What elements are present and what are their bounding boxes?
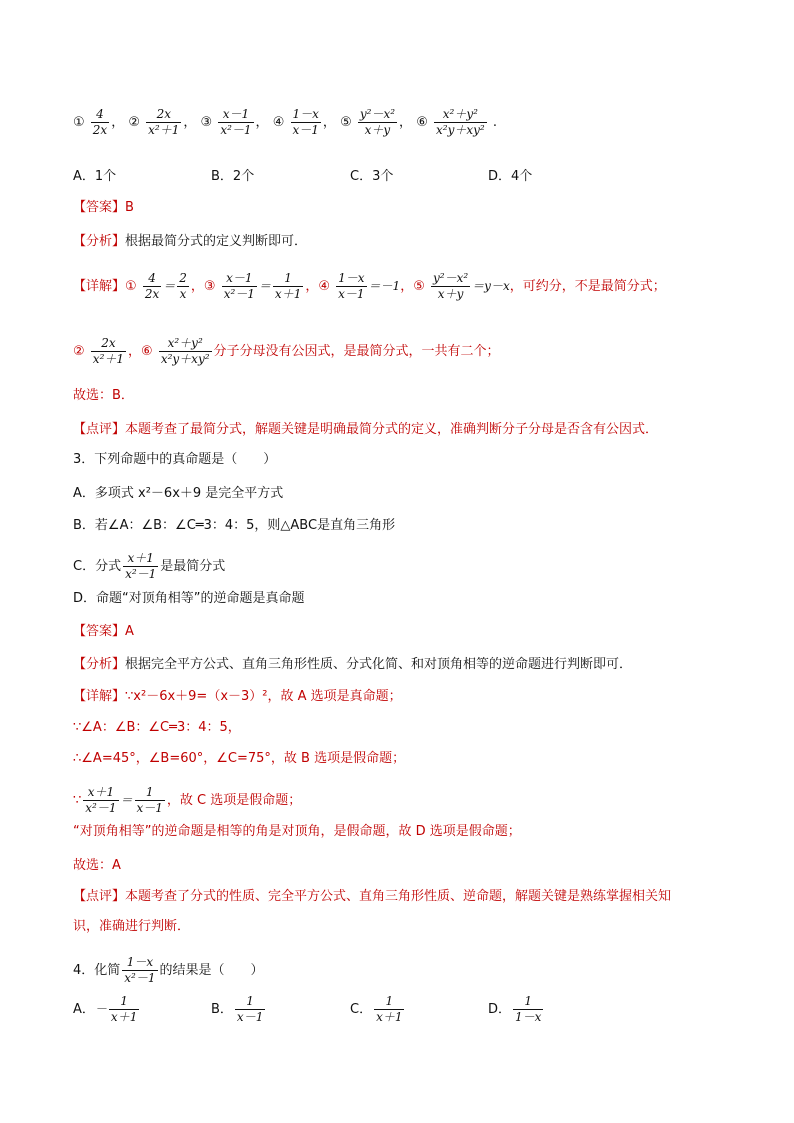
- q2-option-b[interactable]: B．2个: [211, 169, 255, 184]
- q4-option-c-fraction: $\frac{1}{x+1}$: [376, 994, 403, 1024]
- result-4: ＝－1: [368, 279, 401, 293]
- analysis-text: 根据最简分式的定义判断即可．: [125, 234, 308, 249]
- q4-stem: 4．化简 $\frac{1-x}{\text{x²－1}}$ 的结果是（ ）: [73, 955, 264, 985]
- answer-tag: 【答案】: [73, 624, 126, 639]
- q3-detail-line-2: ∵∠A：∠B：∠C═3：4：5，: [73, 720, 241, 735]
- q3-option-a[interactable]: A．多项式 x²－6x＋9 是完全平方式: [73, 486, 284, 501]
- q3-option-c[interactable]: C．分式 $\frac{x+1}{\text{x²－1}}$ 是最简分式: [73, 551, 226, 581]
- q2-detail-line-2: ② $\frac{2x}{\text{x²＋1}}$ ，⑥ $\frac{\text{x²＋y²}}{\text{x²y＋xy²}}$ 分子分母没有公因式，是最简分式，一共有二个；: [73, 336, 500, 366]
- q3-comment-line-2: 识，准确进行判断．: [73, 919, 191, 934]
- q3-option-d[interactable]: D．命题“对顶角相等”的逆命题是真命题: [73, 591, 305, 606]
- result-5: ＝y－x: [472, 279, 510, 293]
- q2-option-a[interactable]: A．1个: [73, 169, 117, 184]
- fraction-5-repeat: $\frac{\text{y²－x²}}{x+y}$: [433, 271, 469, 301]
- fraction-1-repeat: $\frac{4}{2x}$: [144, 271, 160, 301]
- q4-option-a[interactable]: A．－ $\frac{1}{x+1}$: [73, 994, 138, 1024]
- fraction-4-repeat: $\frac{1-x}{x-1}$: [338, 271, 365, 301]
- q3-detail-fraction-left: $\frac{x+1}{\text{x²－1}}$: [85, 785, 117, 815]
- q3-detail-line-3: ∴∠A=45°，∠B=60°，∠C=75°，故 B 选项是假命题；: [73, 751, 406, 766]
- q2-choose: 故选：B．: [73, 388, 134, 403]
- q3-option-b[interactable]: B．若∠A：∠B：∠C═3：4：5，则△ABC是直角三角形: [73, 518, 396, 533]
- analysis-tag: 【分析】: [73, 657, 126, 672]
- q2-fractions-line: ① $\frac{4}{2x}$ ， ② $\frac{2x}{\text{x²＋1}}$ ， ③ $\frac{x-1}{\text{x²－1}}$ ， ④ $\frac{1-x}{x-1}$ ， ⑤ $\frac{\text{y²－x²}}{x+y}$ ， ⑥ $\frac{\text{x²＋y²}}{\text{x²y＋xy²}}$ .: [73, 107, 497, 137]
- q4-option-c[interactable]: C． $\frac{1}{x+1}$: [350, 994, 403, 1024]
- fraction-2-repeat: $\frac{2x}{\text{x²＋1}}$: [92, 336, 125, 366]
- fraction-5: $\frac{\text{y²－x²}}{x+y}$: [359, 107, 396, 137]
- answer-tag: 【答案】: [73, 200, 126, 215]
- circled-6: ⑥: [416, 115, 428, 130]
- answer-value: A: [125, 624, 134, 639]
- fraction-1: $\frac{4}{2x}$: [92, 107, 108, 137]
- fraction-6: $\frac{\text{x²＋y²}}{\text{x²y＋xy²}}$: [435, 107, 485, 137]
- fraction-3-repeat: $\frac{x-1}{\text{x²－1}}$: [223, 271, 255, 301]
- q3-detail-fraction-right: $\frac{1}{x-1}$: [136, 785, 163, 815]
- q3-detail-line-1: 【详解】∵x²－6x＋9=（x－3）²，故 A 选项是真命题；: [73, 689, 402, 704]
- analysis-tag: 【分析】: [73, 234, 126, 249]
- fraction-6-repeat: $\frac{\text{x²＋y²}}{\text{x²y＋xy²}}$: [160, 336, 210, 366]
- result-3: $\frac{1}{x+1}$: [274, 271, 302, 301]
- q2-option-c[interactable]: C．3个: [350, 169, 394, 184]
- fraction-3: $\frac{x-1}{\text{x²－1}}$: [220, 107, 252, 137]
- q3-choose: 故选：A: [73, 858, 121, 873]
- q2-option-d[interactable]: D．4个: [488, 169, 533, 184]
- q3-answer: [73, 623, 134, 641]
- q3-analysis: [73, 656, 632, 674]
- comment-tag: 【点评】: [73, 889, 126, 904]
- q3-detail-line-4: ∵ $\frac{x+1}{\text{x²－1}}$ ＝ $\frac{1}{x-1}$ ，故 C 选项是假命题；: [73, 785, 302, 815]
- answer-value: B: [125, 200, 134, 215]
- q2-detail-line-1: 【详解】① $\frac{4}{2x}$ ＝ $\frac{2}{x}$ ，③ $\frac{x-1}{\text{x²－1}}$ ＝ $\frac{1}{x+1}$ ，④ $\frac{1-x}{x-1}$ ＝－1，⑤ $\frac{\text{y²－x²}}{x+y}$ ＝y－x，可约分，不是最简分式；: [73, 271, 666, 301]
- q2-comment: [73, 421, 658, 439]
- q4-stem-fraction: $\frac{1-x}{\text{x²－1}}$: [124, 955, 156, 985]
- result-1: $\frac{2}{x}$: [179, 271, 187, 301]
- fraction-4: $\frac{1-x}{x-1}$: [292, 107, 319, 137]
- q3-option-c-fraction: $\frac{x+1}{\text{x²－1}}$: [125, 551, 157, 581]
- q3-comment-line-1: 【点评】本题考查了分式的性质、完全平方公式、直角三角形性质、逆命题，解题关键是熟练掌握相关知: [73, 889, 672, 904]
- circled-2: ②: [128, 115, 141, 130]
- analysis-text: 根据完全平方公式、直角三角形性质、分式化简、和对顶角相等的逆命题进行判断即可．: [125, 657, 633, 672]
- detail-tag: 【详解】: [73, 279, 126, 294]
- q2-analysis: [73, 233, 307, 251]
- comment-text: 本题考查了最简分式，解题关键是明确最简分式的定义，准确判断分子分母是否含有公因式．: [125, 422, 659, 437]
- q4-option-d-fraction: $\frac{1}{1-x}$: [515, 994, 542, 1024]
- q2-answer: [73, 199, 134, 217]
- q4-option-b-fraction: $\frac{1}{x-1}$: [236, 994, 264, 1024]
- circled-3: ③: [200, 115, 213, 130]
- comment-tag: 【点评】: [73, 422, 126, 437]
- detail-tag: 【详解】: [73, 689, 126, 704]
- circled-5: ⑤: [340, 115, 352, 130]
- circled-4: ④: [272, 115, 285, 130]
- q4-option-b[interactable]: B． $\frac{1}{x-1}$: [211, 994, 264, 1024]
- fraction-2: $\frac{2x}{\text{x²＋1}}$: [148, 107, 180, 137]
- q3-stem: 3．下列命题中的真命题是（ ）: [73, 452, 277, 467]
- q4-option-a-fraction: $\frac{1}{x+1}$: [110, 994, 138, 1024]
- circled-1: ①: [73, 115, 85, 130]
- q3-detail-line-5: “对顶角相等”的逆命题是相等的角是对顶角，是假命题，故 D 选项是假命题；: [73, 824, 521, 839]
- q4-option-d[interactable]: D． $\frac{1}{1-x}$: [488, 994, 542, 1024]
